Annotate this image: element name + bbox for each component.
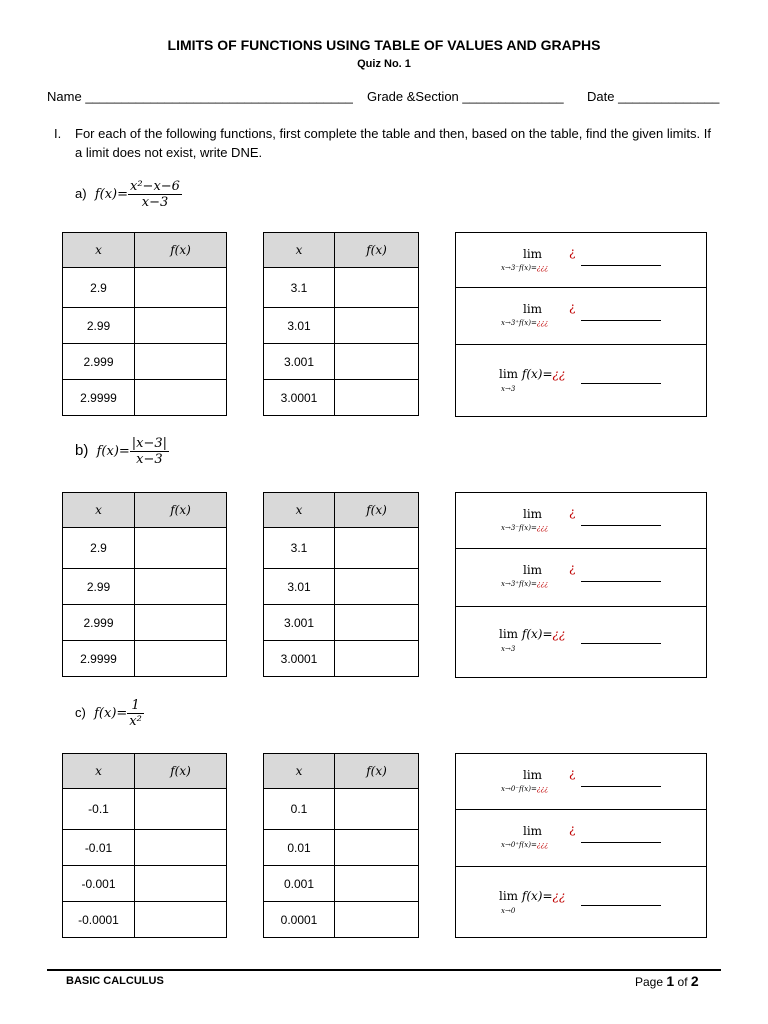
table-right-c [263, 753, 419, 938]
numerator: x²−x−6 [130, 179, 180, 194]
lim-subscript: x→0⁻f(x)=¿¿¿ [501, 785, 549, 793]
lim-word: lim [523, 247, 543, 261]
lim-subscript: x→3⁻f(x)=¿¿¿ [501, 524, 549, 532]
x-value: 0.1 [264, 789, 335, 830]
x-value: -0.001 [63, 866, 135, 902]
lim-word: lim [523, 768, 543, 782]
fx-cell[interactable] [335, 789, 419, 830]
denominator: x² [129, 714, 142, 729]
x-value: 0.01 [264, 830, 335, 866]
grade-section-field[interactable] [367, 89, 564, 104]
lim-subscript: x→3⁻f(x)=¿¿¿ [501, 264, 549, 272]
fx-cell[interactable] [335, 830, 419, 866]
fx-cell[interactable] [135, 569, 227, 605]
function-lhs: f(x)= [94, 706, 128, 721]
table-right-b [263, 492, 419, 677]
date-label: Date [587, 89, 615, 104]
lim-placeholder: ¿ [569, 300, 576, 314]
x-value: 3.001 [264, 605, 335, 641]
right-limit-row [456, 288, 706, 345]
x-value: 0.0001 [264, 902, 335, 938]
lim-word: lim [523, 824, 543, 838]
page-title: LIMITS OF FUNCTIONS USING TABLE OF VALUES AND GRAPHS [167, 37, 601, 53]
limits-box-b [455, 492, 707, 678]
answer-blank[interactable] [581, 643, 661, 644]
x-value: 2.99 [63, 569, 135, 605]
lim-word: lim [499, 367, 519, 381]
col-header-x: x [264, 754, 335, 789]
col-header-fx: f(x) [335, 493, 419, 528]
answer-blank[interactable] [581, 786, 661, 787]
answer-blank[interactable] [581, 905, 661, 906]
lim-subscript: x→3⁺f(x)=¿¿¿ [501, 319, 549, 327]
lim-placeholder: ¿ [569, 245, 576, 259]
two-sided-limit-row [456, 607, 706, 677]
lim-placeholder: ¿ [569, 822, 576, 836]
x-value: 3.1 [264, 268, 335, 308]
right-limit-row [456, 549, 706, 607]
instruction-text: For each of the following functions, first complete the table and then, based on the table, find the given limits. If a limit does not exist, write DNE. [75, 126, 711, 160]
x-value: 3.1 [264, 528, 335, 569]
denominator: x−3 [141, 195, 169, 210]
two-sided-limit-row [456, 867, 706, 937]
table-right-a [263, 232, 419, 416]
function-c [75, 698, 144, 729]
x-value: 2.99 [63, 308, 135, 344]
lim-word: lim [499, 889, 519, 903]
lim-expression: f(x)=¿¿ [521, 889, 566, 903]
x-value: 3.0001 [264, 380, 335, 416]
fx-cell[interactable] [335, 866, 419, 902]
lim-placeholder: ¿ [569, 766, 576, 780]
col-header-x: x [264, 493, 335, 528]
date-field[interactable] [587, 89, 719, 104]
col-header-x: x [63, 233, 135, 268]
fx-cell[interactable] [335, 308, 419, 344]
lim-subscript: x→3 [501, 385, 516, 393]
grade-label: Grade &Section [367, 89, 459, 104]
left-limit-row [456, 754, 706, 810]
fx-cell[interactable] [135, 902, 227, 938]
left-limit-row [456, 493, 706, 549]
grade-blank: ______________ [462, 89, 564, 104]
lim-subscript: x→3⁺f(x)=¿¿¿ [501, 580, 549, 588]
fx-cell[interactable] [335, 902, 419, 938]
fx-cell[interactable] [135, 641, 227, 677]
col-header-x: x [264, 233, 335, 268]
fx-cell[interactable] [335, 528, 419, 569]
lim-expression: f(x)=¿¿ [521, 367, 566, 381]
function-fraction [128, 179, 182, 210]
page-word: Page [635, 975, 664, 989]
x-value: -0.01 [63, 830, 135, 866]
denominator: x−3 [136, 452, 163, 467]
function-lhs: f(x)= [96, 444, 130, 459]
col-header-x: x [63, 754, 135, 789]
function-fraction [127, 698, 144, 729]
fx-cell[interactable] [335, 605, 419, 641]
footer-rule [47, 969, 721, 971]
page-total: 2 [690, 973, 699, 989]
x-value: -0.0001 [63, 902, 135, 938]
lim-expression: f(x)=¿¿ [521, 627, 566, 641]
name-label: Name [47, 89, 82, 104]
col-header-fx: f(x) [135, 493, 227, 528]
function-a [75, 179, 182, 210]
x-value: 3.01 [264, 308, 335, 344]
fx-cell[interactable] [135, 866, 227, 902]
lim-subscript: x→3 [501, 645, 516, 653]
function-lhs: f(x)= [94, 187, 129, 202]
name-blank: _____________________________________ [85, 89, 353, 104]
instruction-number: I. [54, 126, 62, 141]
answer-blank[interactable] [581, 383, 661, 384]
lim-subscript: x→0⁺f(x)=¿¿¿ [501, 841, 549, 849]
function-b [75, 436, 169, 467]
answer-blank[interactable] [581, 842, 661, 843]
x-value: 2.9999 [63, 641, 135, 677]
x-value: 0.001 [264, 866, 335, 902]
fx-cell[interactable] [135, 830, 227, 866]
fx-cell[interactable] [335, 380, 419, 416]
fx-cell[interactable] [135, 308, 227, 344]
x-value: 3.001 [264, 344, 335, 380]
fx-cell[interactable] [335, 569, 419, 605]
name-field[interactable] [47, 89, 353, 104]
table-left-c [62, 753, 227, 938]
table-left-a [62, 232, 227, 416]
x-value: -0.1 [63, 789, 135, 830]
col-header-fx: f(x) [135, 754, 227, 789]
col-header-fx: f(x) [335, 754, 419, 789]
function-fraction [130, 436, 169, 467]
lim-word: lim [523, 302, 543, 316]
lim-word: lim [499, 627, 519, 641]
two-sided-limit-row [456, 345, 706, 416]
answer-blank[interactable] [581, 320, 661, 321]
col-header-fx: f(x) [135, 233, 227, 268]
right-limit-row [456, 810, 706, 867]
left-limit-row [456, 233, 706, 288]
numerator: 1 [127, 698, 144, 714]
lim-subscript: x→0 [501, 907, 516, 915]
problem-label: c) [75, 705, 86, 720]
answer-blank[interactable] [581, 581, 661, 582]
fx-cell[interactable] [135, 268, 227, 308]
col-header-fx: f(x) [335, 233, 419, 268]
limits-box-a [455, 232, 707, 417]
x-value: 2.9999 [63, 380, 135, 416]
page-indicator [635, 973, 699, 989]
problem-label: b) [75, 442, 89, 459]
problem-label: a) [75, 186, 87, 201]
numerator: |x−3| [131, 436, 168, 451]
x-value: 2.999 [63, 344, 135, 380]
fx-cell[interactable] [135, 528, 227, 569]
date-blank: ______________ [618, 89, 720, 104]
answer-blank[interactable] [581, 265, 661, 266]
lim-word: lim [523, 563, 543, 577]
fx-cell[interactable] [135, 789, 227, 830]
lim-placeholder: ¿ [569, 505, 576, 519]
x-value: 2.9 [63, 268, 135, 308]
table-left-b [62, 492, 227, 677]
x-value: 2.999 [63, 605, 135, 641]
answer-blank[interactable] [581, 525, 661, 526]
x-value: 3.01 [264, 569, 335, 605]
fx-cell[interactable] [135, 344, 227, 380]
quiz-number: Quiz No. 1 [357, 58, 411, 70]
lim-placeholder: ¿ [569, 561, 576, 575]
limits-box-c [455, 753, 707, 938]
x-value: 2.9 [63, 528, 135, 569]
fx-cell[interactable] [335, 641, 419, 677]
fx-cell[interactable] [335, 344, 419, 380]
of-word: of [677, 975, 688, 989]
fx-cell[interactable] [335, 268, 419, 308]
footer-subject: BASIC CALCULUS [66, 975, 164, 987]
fx-cell[interactable] [135, 380, 227, 416]
page-number: 1 [666, 973, 675, 989]
x-value: 3.0001 [264, 641, 335, 677]
col-header-x: x [63, 493, 135, 528]
lim-word: lim [523, 507, 543, 521]
fx-cell[interactable] [135, 605, 227, 641]
